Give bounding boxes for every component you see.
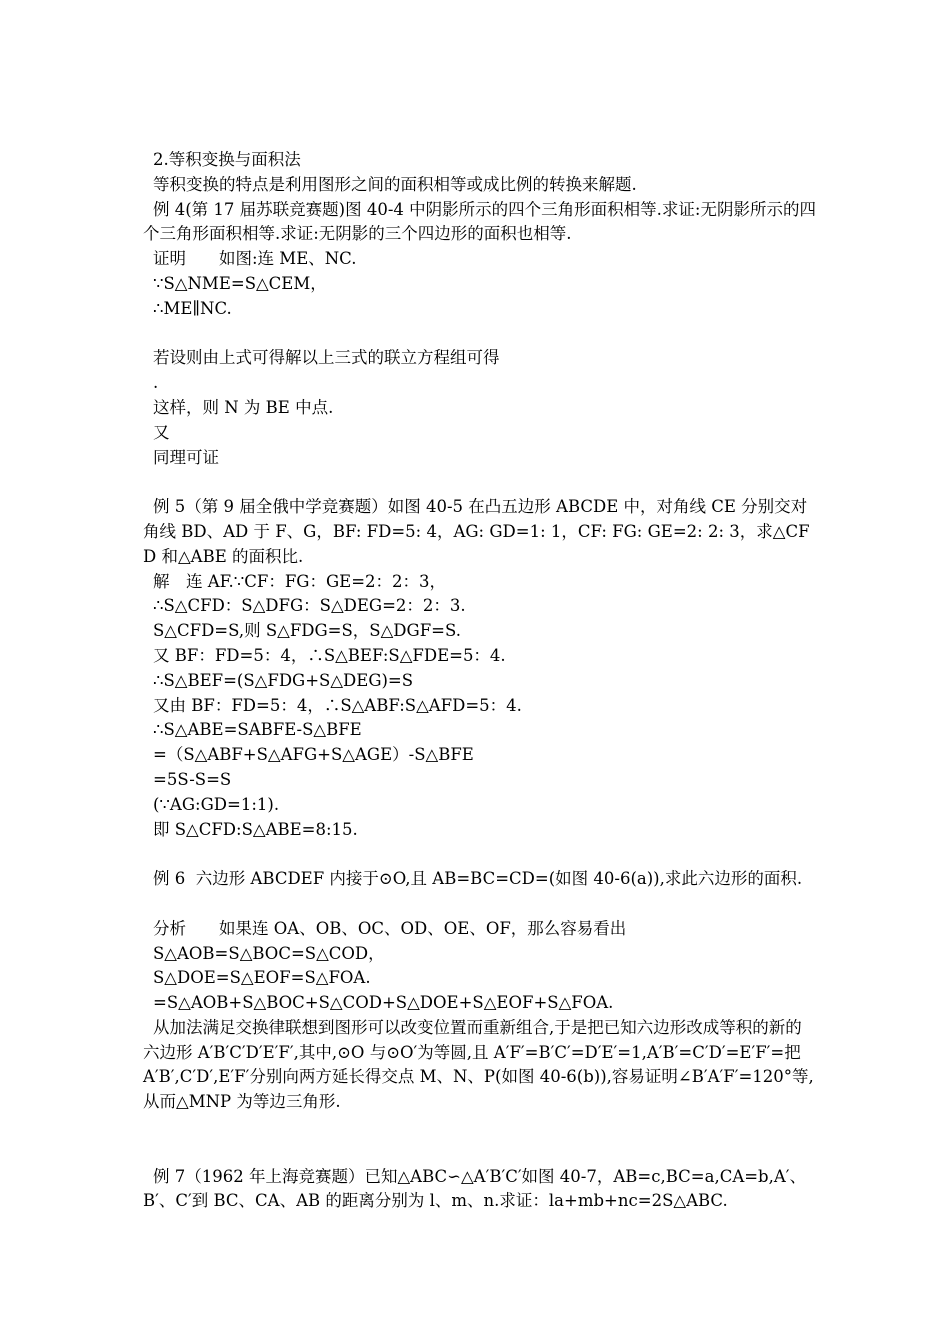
solution-line: 又由 BF：FD=5：4，∴S△ABF:S△AFD=5：4. (153, 695, 522, 715)
solution-line: =（S△ABF+S△AFG+S△AGE）-S△BFE (153, 745, 474, 765)
solution-line: ∴S△CFD：S△DFG：S△DEG=2：2：3. (153, 596, 466, 616)
section-heading: 2.等积变换与面积法 (153, 150, 301, 169)
proof-line: ∴ME∥NC. (153, 298, 232, 318)
proof-line: 若设则由上式可得解以上三式的联立方程组可得 (153, 348, 500, 368)
solution-line: ∴S△ABE=SABFE-S△BFE (153, 720, 362, 740)
solution-line: 解 连 AF.∵CF：FG：GE=2：2：3， (153, 571, 447, 591)
solution-line: ∴S△BEF=(S△FDG+S△DEG)=S (153, 670, 414, 690)
proof-line: 这样，则 N 为 BE 中点. (153, 397, 334, 417)
solution-line: =5S-S=S (153, 769, 232, 789)
blank-line (143, 1140, 818, 1165)
analysis-line: S△AOB=S△BOC=S△COD， (153, 943, 385, 963)
solution-line: 即 S△CFD:S△ABE=8:15. (153, 819, 358, 839)
blank-line (143, 842, 818, 867)
example-5-statement: 例 5（第 9 届全俄中学竞赛题）如图 40-5 在凸五边形 ABCDE 中，对角线 CE 分别交对角线 BD、AD 于 F、G，BF: FD=5: 4，AG: GD=1: 1，CF: FG: GE=2: 2: 3，求△CFD 和△ABE 的面积比. (143, 497, 810, 566)
example-7-statement: 例 7（1962 年上海竞赛题）已知△ABC∽△A′B′C′如图 40-7，AB=c,BC=a,CA=b,A′、B′、C′到 BC、CA、AB 的距离分别为 l、m、n.求证：la+mb+nc=2S△ABC. (143, 1166, 807, 1211)
analysis-line: =S△AOB+S△BOC+S△COD+S△DOE+S△EOF+S△FOA. (153, 993, 614, 1013)
proof-line: ∵S△NME=S△CEM， (153, 273, 327, 293)
example-6-statement: 例 6 六边形 ABCDEF 内接于⊙O,且 AB=BC=CD=(如图 40-6(a)),求此六边形的面积. (153, 869, 803, 889)
analysis-line: 分析 如果连 OA、OB、OC、OD、OE、OF，那么容易看出 (153, 918, 627, 938)
solution-line: S△CFD=S,则 S△FDG=S，S△DGF=S. (153, 621, 461, 641)
paragraph: 等积变换的特点是利用图形之间的面积相等或成比例的转换来解题. (153, 174, 637, 194)
solution-line: 又 BF：FD=5：4，∴S△BEF:S△FDE=5：4. (153, 645, 506, 665)
analysis-line: S△DOE=S△EOF=S△FOA. (153, 968, 371, 988)
document-body (143, 148, 818, 1214)
blank-line (143, 892, 818, 917)
proof-line: 同理可证 (153, 447, 219, 467)
blank-line (143, 322, 818, 347)
example-4-statement: 例 4(第 17 届苏联竞赛题)图 40-4 中阴影所示的四个三角形面积相等.求证:无阴影所示的四个三角形面积相等.求证:无阴影的三个四边形的面积也相等. (143, 199, 816, 244)
blank-line (143, 1115, 818, 1140)
proof-line: 又 (153, 422, 170, 442)
proof-line: . (153, 373, 159, 393)
solution-line: (∵AG:GD=1:1). (153, 794, 280, 814)
analysis-paragraph: 从加法满足交换律联想到图形可以改变位置而重新组合,于是把已知六边形改成等积的新的六边形 A′B′C′D′E′F′,其中,⊙O 与⊙O′为等圆,且 A′F′=B′C′=D′E′=1,A′B′=C′D′=E′F′=把 A′B′,C′D′,E′F′分别向两方延长得交点 M、N、P(如图 40-6(b)),容易证明∠B′A′F′=120°等,从而△MNP 为等边三角形. (143, 1017, 814, 1112)
proof-line: 证明 如图:连 ME、NC. (153, 249, 357, 269)
blank-line (143, 470, 818, 495)
